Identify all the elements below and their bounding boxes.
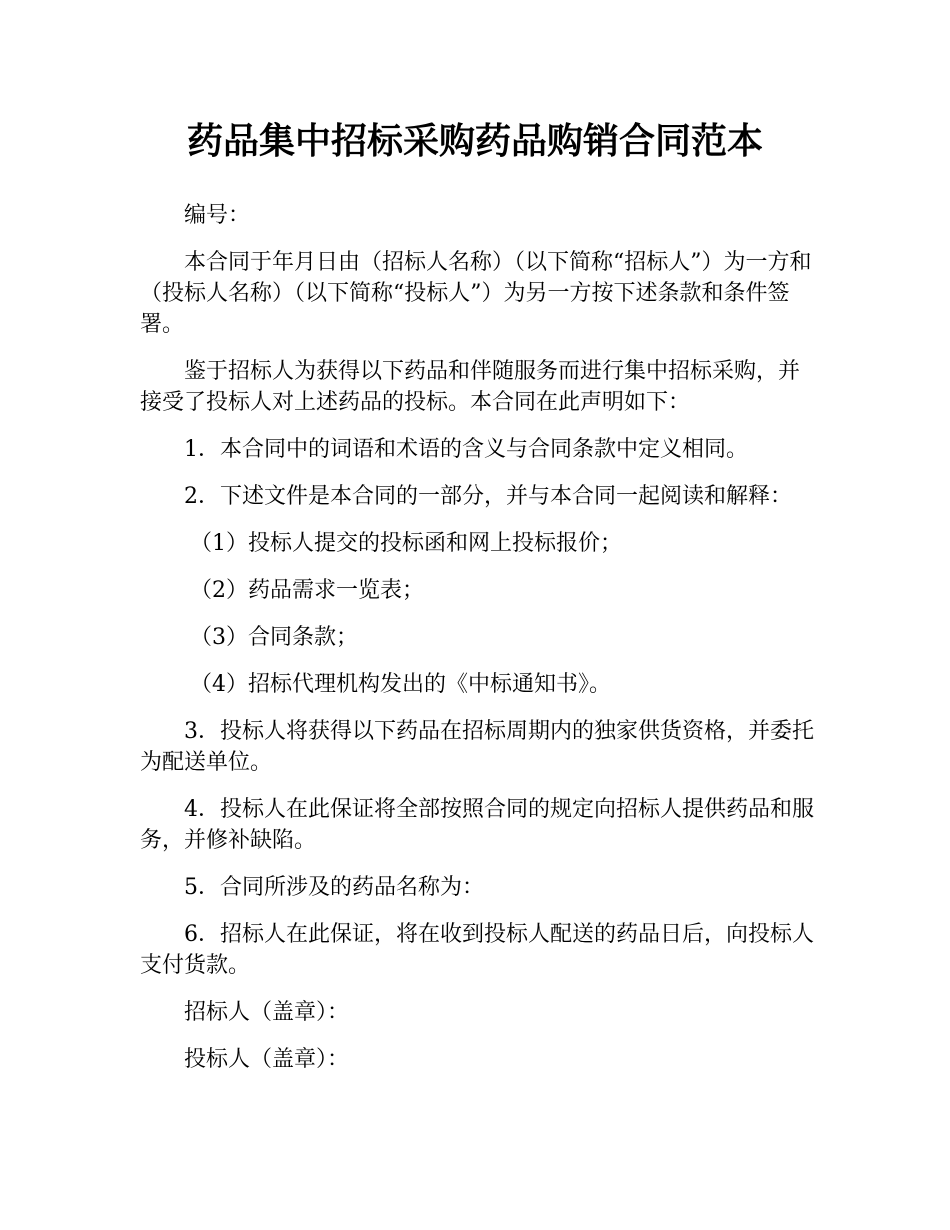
whereas-paragraph: 鉴于招标人为获得以下药品和伴随服务而进行集中招标采购，并接受了投标人对上述药品的投标。本合同在此声明如下：: [140, 359, 801, 415]
clause-5: 5．合同所涉及的药品名称为：: [184, 875, 484, 900]
clause-2-item-3: （3）合同条款；: [190, 625, 358, 650]
intro-paragraph: 本合同于年月日由（招标人名称）（以下简称“招标人”）为一方和（投标人名称）（以下简称“投标人”）为另一方按下述条款和条件签署。: [140, 250, 812, 337]
clause-2-item-4: （4）招标代理机构发出的《中标通知书》。: [190, 672, 611, 697]
bidder-seal-line: 投标人（盖章）：: [184, 1047, 350, 1072]
clause-4: 4．投标人在此保证将全部按照合同的规定向招标人提供药品和服务，并修补缺陷。: [140, 797, 814, 853]
document-body: [140, 200, 820, 1091]
clause-3: 3．投标人将获得以下药品在招标周期内的独家供货资格，并委托为配送单位。: [140, 719, 814, 775]
clause-2-item-1: （1）投标人提交的投标函和网上投标报价；: [190, 531, 622, 556]
clause-2: 2．下述文件是本合同的一部分，并与本合同一起阅读和解释：: [184, 484, 792, 509]
contract-number: 编号：: [184, 203, 251, 228]
tenderer-seal-line: 招标人（盖章）：: [184, 1000, 350, 1025]
clause-2-item-2: （2）药品需求一览表；: [190, 578, 424, 603]
clause-6: 6．招标人在此保证，将在收到投标人配送的药品日后，向投标人支付货款。: [140, 922, 814, 978]
clause-1: 1．本合同中的词语和术语的含义与合同条款中定义相同。: [184, 437, 748, 462]
document-title: 药品集中招标采购药品购销合同范本: [186, 121, 763, 162]
